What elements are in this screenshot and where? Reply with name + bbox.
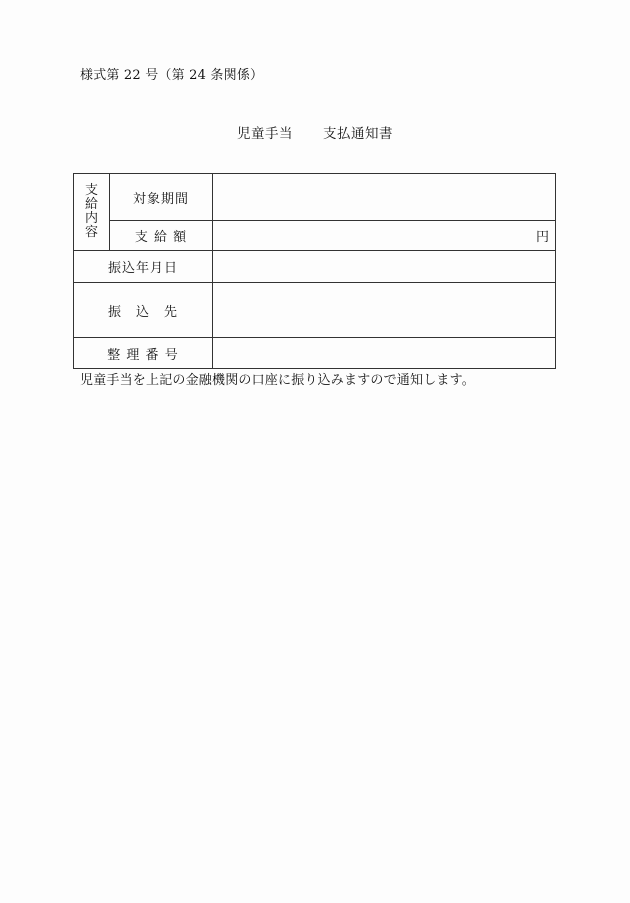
payment-content-group-label: 支 給 内 容 <box>74 174 110 251</box>
payment-amount-field[interactable] <box>213 221 556 251</box>
transfer-destination-label: 振 込 先 <box>74 283 213 338</box>
table-row-payment-amount <box>74 221 556 251</box>
payment-details-table <box>73 173 556 369</box>
document-title <box>0 122 630 142</box>
transfer-destination-field[interactable] <box>213 283 556 338</box>
title-part-benefit: 児童手当 <box>237 126 293 142</box>
table-row-transfer-date <box>74 251 556 283</box>
table-row-reference-number <box>74 338 556 369</box>
form-number: 様式第 22 号（第 24 条関係） <box>80 68 264 83</box>
title-part-notice: 支払通知書 <box>323 126 393 142</box>
reference-number-field[interactable] <box>213 338 556 369</box>
table-row-transfer-destination <box>74 283 556 338</box>
table-row-target-period <box>74 174 556 221</box>
transfer-date-label: 振込年月日 <box>74 251 213 283</box>
reference-number-label: 整 理 番 号 <box>74 338 213 369</box>
payment-amount-label: 支 給 額 <box>110 221 213 251</box>
target-period-field[interactable] <box>213 174 556 221</box>
target-period-label: 対象期間 <box>110 174 213 221</box>
yen-unit: 円 <box>535 230 549 245</box>
notice-statement: 児童手当を上記の金融機関の口座に振り込みますので通知します。 <box>80 373 475 388</box>
transfer-date-field[interactable] <box>213 251 556 283</box>
